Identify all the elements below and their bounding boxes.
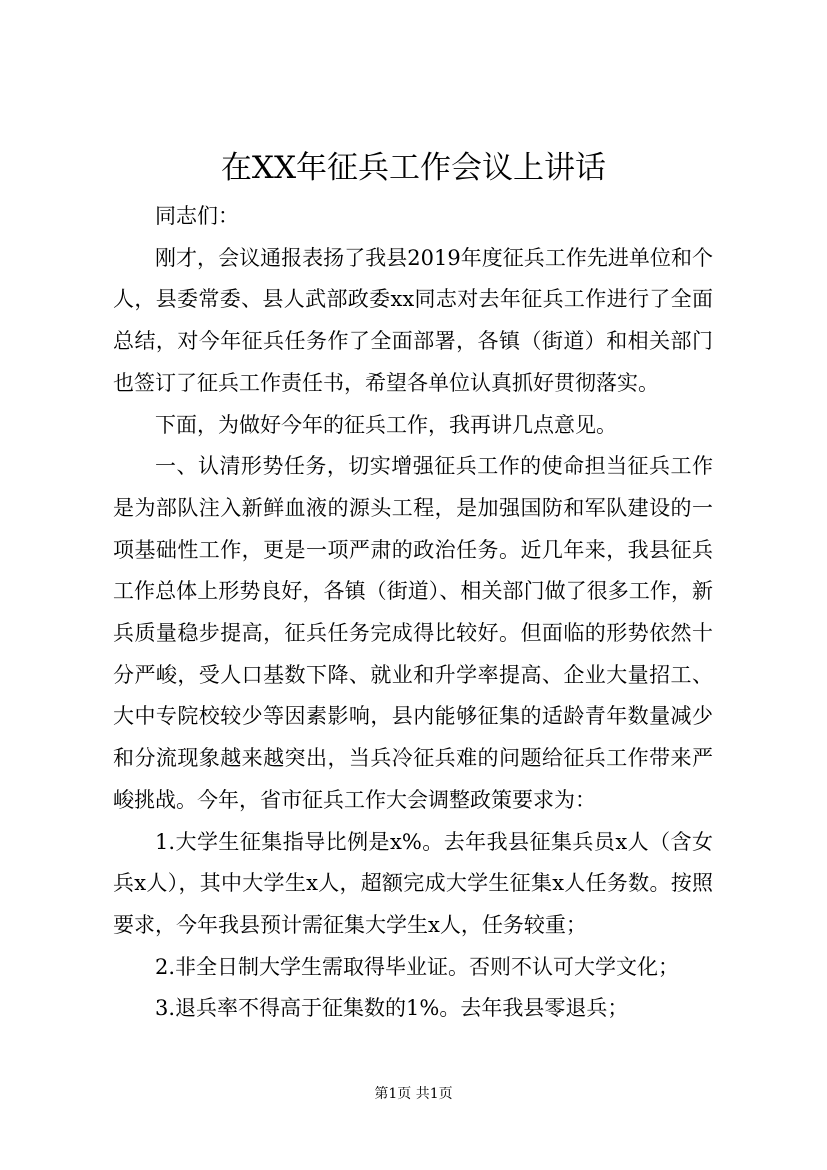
paragraph-item-1: 1.大学生征集指导比例是x%。去年我县征集兵员x人（含女兵x人），其中大学生x人，超额完成大学生征集x人任务数。按照要求，今年我县预计需征集大学生x人，任务较重； <box>113 829 713 937</box>
page-footer: 第1页 共1页 <box>374 1086 453 1102</box>
document-title: 在XX年征兵工作会议上讲话 <box>220 150 607 186</box>
paragraph-item-3: 3.退兵率不得高于征集数的1%。去年我县零退兵； <box>155 996 629 1021</box>
paragraph-opening: 刚才，会议通报表扬了我县2019年度征兵工作先进单位和个人，县委常委、县人武部政委xx同志对去年征兵工作进行了全面总结，对今年征兵任务作了全面部署，各镇（街道）和相关部门也签订了征兵工作责任书，希望各单位认真抓好贯彻落实。 <box>113 245 713 395</box>
paragraph-salutation: 同志们： <box>155 204 239 228</box>
paragraph-item-2: 2.非全日制大学生需取得毕业证。否则不认可大学文化； <box>155 954 680 979</box>
paragraph-transition: 下面，为做好今年的征兵工作，我再讲几点意见。 <box>155 412 617 437</box>
document-body <box>113 196 713 1030</box>
paragraph-section-one: 一、认清形势任务，切实增强征兵工作的使命担当征兵工作是为部队注入新鲜血液的源头工程，是加强国防和军队建设的一项基础性工作，更是一项严肃的政治任务。近几年来，我县征兵工作总体上形势良好，各镇（街道）、相关部门做了很多工作，新兵质量稳步提高，征兵任务完成得比较好。但面临的形势依然十分严峻，受人口基数下降、就业和升学率提高、企业大量招工、大中专院校较少等因素影响，县内能够征集的适龄青年数量减少和分流现象越来越突出，当兵冷征兵难的问题给征兵工作带来严峻挑战。今年，省市征兵工作大会调整政策要求为： <box>113 454 713 812</box>
